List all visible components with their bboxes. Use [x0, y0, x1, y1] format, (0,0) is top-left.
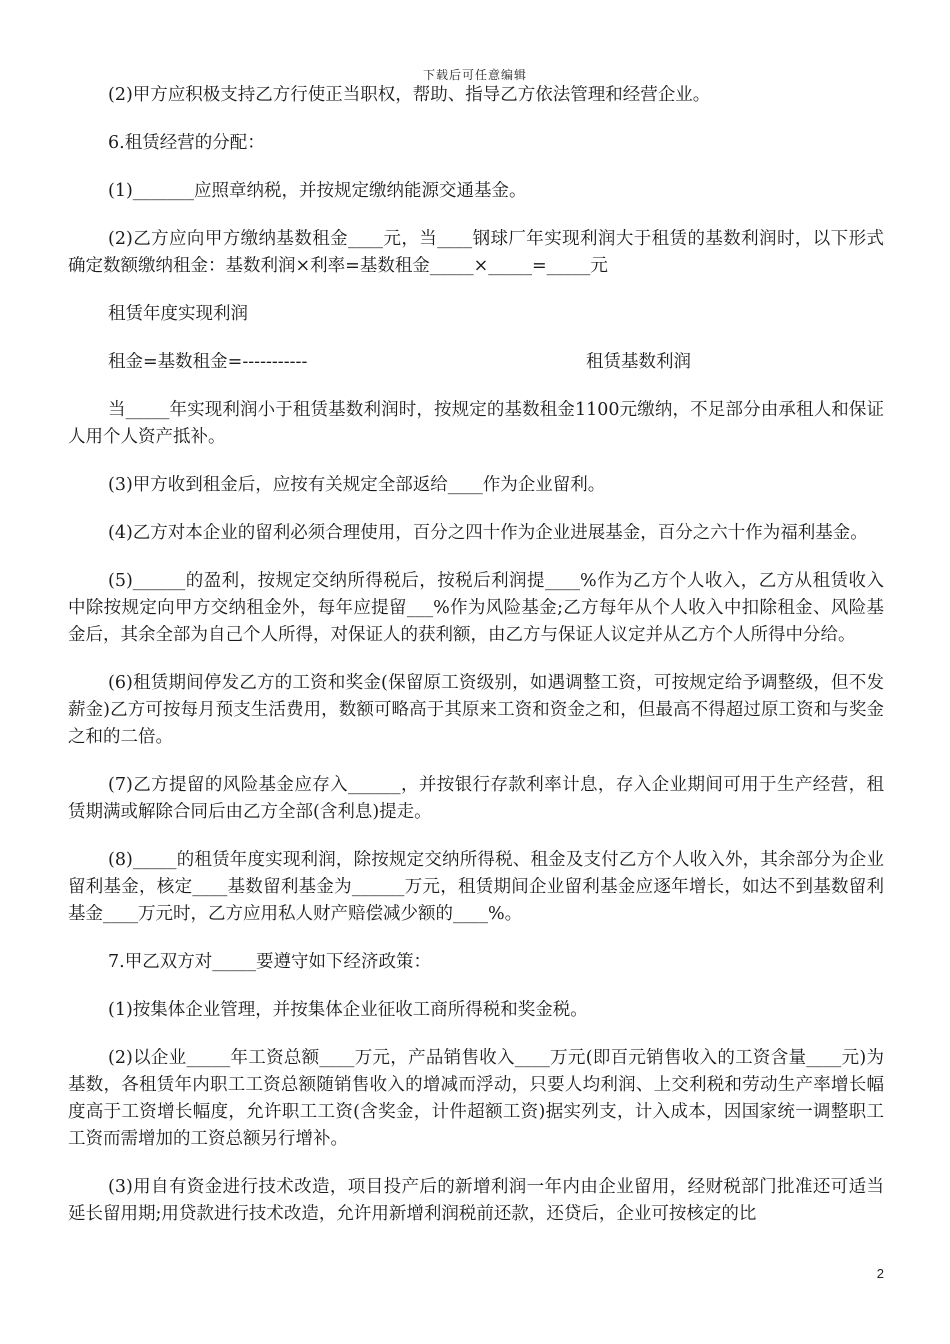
policy-2-wages: (2)以企业_____年工资总额____万元，产品销售收入____万元(即百元销售收入的工资含量____元)为基数，各租赁年内职工工资总额随销售收入的增减而浮动，只要人均利润、上交利税和劳动生产率增长幅度高于工资增长幅度，允许职工工资(含奖金，计件超额工资)据实列支，计入成本，因国家统一调整职工工资而需增加的工资总额另行增补。	[68, 1048, 884, 1149]
formula-denominator: 租赁基数利润	[586, 352, 691, 372]
paragraph-2-base-rent: (2)乙方应向甲方缴纳基数租金____元，当____钢球厂年实现利润大于租赁的基数利润时，以下形式确定数额缴纳租金：基数利润×利率=基数租金_____×_____=_____元	[68, 229, 884, 276]
page-number: 2	[876, 1266, 884, 1281]
formula-numerator: 租赁年度实现利润	[108, 304, 248, 324]
paragraph-8-retained-fund: (8)_____的租赁年度实现利润，除按规定交纳所得税、租金及支付乙方个人收入外，其余部分为企业留利基金，核定____基数留利基金为______万元，租赁期间企业留利基金应逐年增长，如达不到基数留利基金____万元时，乙方应用私人财产赔偿减少额的____%。	[68, 850, 884, 924]
document-body	[68, 82, 884, 1249]
header-note: 下载后可任意编辑	[422, 68, 527, 82]
paragraph-3-rent-return: (3)甲方收到租金后，应按有关规定全部返给____作为企业留利。	[108, 475, 606, 495]
section-6-heading: 6.租赁经营的分配：	[108, 133, 265, 153]
paragraph-2-support: (2)甲方应积极支持乙方行使正当职权，帮助、指导乙方依法管理和经营企业。	[108, 85, 711, 105]
paragraph-shortfall: 当_____年实现利润小于租赁基数利润时，按规定的基数租金1100元缴纳，不足部分由承租人和保证人用个人资产抵补。	[68, 400, 884, 447]
section-7-heading: 7.甲乙双方对_____要遵守如下经济政策：	[108, 952, 431, 972]
paragraph-5-profit-distribution: (5)______的盈利，按规定交纳所得税后，按税后利润提____%作为乙方个人收入，乙方从租赁收入中除按规定向甲方交纳租金外，每年应提留___%作为风险基金;乙方每年从个人收入中扣除租金、风险基金后，其余全部为自己个人所得，对保证人的获利额，由乙方与保证人议定并从乙方个人所得中分给。	[68, 571, 884, 645]
formula-left: 租金=基数租金=-----------	[108, 352, 308, 372]
rent-formula	[68, 349, 884, 376]
paragraph-4-retained-profit: (4)乙方对本企业的留利必须合理使用，百分之四十作为企业进展基金，百分之六十作为福利基金。	[108, 523, 868, 543]
policy-3-tech-upgrade: (3)用自有资金进行技术改造，项目投产后的新增利润一年内由企业留用，经财税部门批准还可适当延长留用期;用贷款进行技术改造，允许用新增利润税前还款，还贷后，企业可按核定的比	[68, 1177, 884, 1224]
paragraph-7-risk-fund: (7)乙方提留的风险基金应存入______，并按银行存款利率计息，存入企业期间可用于生产经营，租赁期满或解除合同后由乙方全部(含利息)提走。	[68, 775, 884, 822]
policy-1-collective: (1)按集体企业管理，并按集体企业征收工商所得税和奖金税。	[108, 1000, 588, 1020]
paragraph-1-tax: (1)_______应照章纳税，并按规定缴纳能源交通基金。	[108, 181, 527, 201]
paragraph-6-salary: (6)租赁期间停发乙方的工资和奖金(保留原工资级别，如遇调整工资，可按规定给予调整级，但不发薪金)乙方可按每月预支生活费用，数额可略高于其原来工资和资金之和，但最高不得超过原工资和与奖金之和的二倍。	[68, 673, 884, 747]
